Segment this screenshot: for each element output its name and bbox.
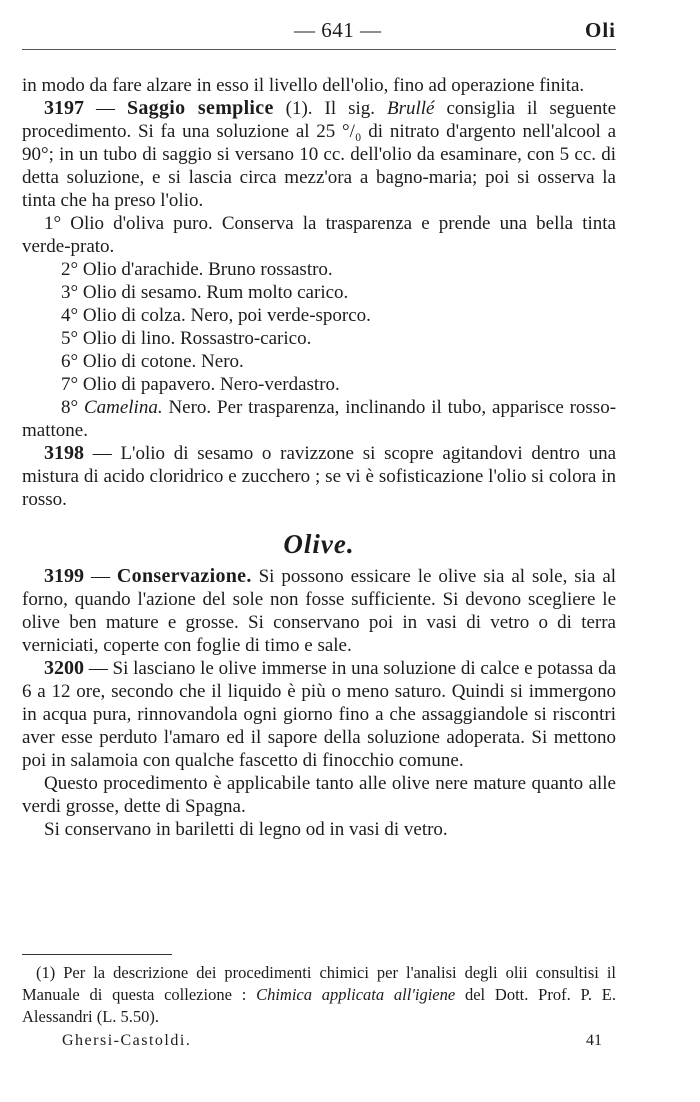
paragraph: Si conservano in bariletti di legno od in vasi di vetro. bbox=[44, 819, 448, 840]
entry-text: Il sig. bbox=[324, 98, 375, 119]
oil-item-4: 4° Olio di colza. Nero, poi verde-sporco. bbox=[61, 305, 371, 326]
page-number: — 641 — bbox=[294, 18, 382, 42]
footnote-ref: (1). bbox=[285, 98, 313, 119]
signature-number: 41 bbox=[586, 1032, 602, 1049]
oil-item-6: 6° Olio di cotone. Nero. bbox=[61, 351, 244, 372]
entry-3197 bbox=[22, 97, 616, 212]
oil-item-1: 1° Olio d'oliva puro. Conserva la trasparenza e prende una bella tinta verde-prato. bbox=[22, 213, 616, 257]
oil-item-7: 7° Olio di papavero. Nero-verdastro. bbox=[61, 374, 340, 395]
running-head: Oli bbox=[584, 18, 616, 42]
entry-3198 bbox=[22, 442, 616, 511]
page-header bbox=[22, 18, 616, 48]
printer-signature: Ghersi-Castoldi. bbox=[62, 1032, 192, 1049]
footnote-book-title: Chimica applicata all'igiene bbox=[256, 985, 456, 1004]
page-body bbox=[22, 74, 616, 841]
oil-item-5: 5° Olio di lino. Rossastro-carico. bbox=[61, 328, 312, 349]
entry-number: 3198 bbox=[44, 442, 84, 464]
entry-text: consiglia il seguente procedimento. Si fa una soluzione al 25 °/₀ di nitrato d'argento nell'alcool a 90°; in un tubo di saggio si versano 10 cc. dell'olio da esaminare, con 5 cc. di detta soluzione, e si lascia circa mezz'ora a bagno-maria; poi si osserva la tinta che ha preso l'olio. bbox=[22, 98, 616, 211]
footnote-text: del Dott. Prof. P. E. Alessandri (L. 5.50). bbox=[22, 985, 616, 1026]
entry-3199 bbox=[22, 565, 616, 657]
oil-item-prefix: 8° bbox=[61, 397, 79, 418]
section-title: Olive. bbox=[283, 529, 355, 559]
oil-item-3: 3° Olio di sesamo. Rum molto carico. bbox=[61, 282, 349, 303]
footnote-rule bbox=[22, 954, 172, 955]
entry-title: Conservazione. bbox=[116, 565, 252, 587]
footnote-text: (1) Per la descrizione dei procedimenti chimici per l'analisi degli olii consultisi il Manuale di questa collezione : bbox=[22, 963, 616, 1004]
oil-item-text: Nero. Per trasparenza, inclinando il tubo, apparisce rosso-mattone. bbox=[22, 397, 617, 441]
oil-item-2: 2° Olio d'arachide. Bruno rossastro. bbox=[61, 259, 333, 280]
entry-text: — Si lasciano le olive immerse in una soluzione di calce e potassa da 6 a 12 ore, secondo che il liquido è più o meno saturo. Quindi si immergono in acqua pura, rinnovandola ogni giorno fino a che assaggiandole si riscontri aver esse perduto l'amaro ed il sapore della soluzione adoperata. Si mettono poi in salamoia con qualche fascetto di finocchio comune. bbox=[22, 658, 617, 771]
entry-text: — L'olio di sesamo o ravizzone si scopre agitandovi dentro una mistura di acido cloridrico e zucchero ; se vi è sofisticazione l'olio si colora in rosso. bbox=[22, 443, 617, 510]
author-name: Brullé bbox=[386, 98, 435, 119]
entry-title: Saggio semplice bbox=[126, 97, 274, 119]
continuation-paragraph: in modo da fare alzare in esso il livello dell'olio, fino ad operazione finita. bbox=[22, 75, 585, 96]
entry-3200 bbox=[22, 657, 616, 772]
entry-dash: — bbox=[95, 98, 115, 119]
entry-dash: — bbox=[90, 566, 110, 587]
entry-number: 3197 bbox=[44, 97, 84, 119]
oil-item-8 bbox=[22, 396, 616, 442]
entry-text: Si possono essicare le olive sia al sole, sia al forno, quando l'azione del sole non fosse sufficiente. Si devono scegliere le olive ben mature e grosse. Si conservano poi in vasi di vetro o di terra verniciati, coperte con foglie di timo e sale. bbox=[22, 566, 617, 656]
footnote bbox=[22, 962, 616, 1028]
entry-number: 3199 bbox=[44, 565, 84, 587]
oil-item-name: Camelina. bbox=[83, 397, 163, 418]
paragraph: Questo procedimento è applicabile tanto alle olive nere mature quanto alle verdi grosse, dette di Spagna. bbox=[22, 773, 616, 817]
header-rule bbox=[22, 49, 616, 50]
entry-number: 3200 bbox=[44, 657, 84, 679]
